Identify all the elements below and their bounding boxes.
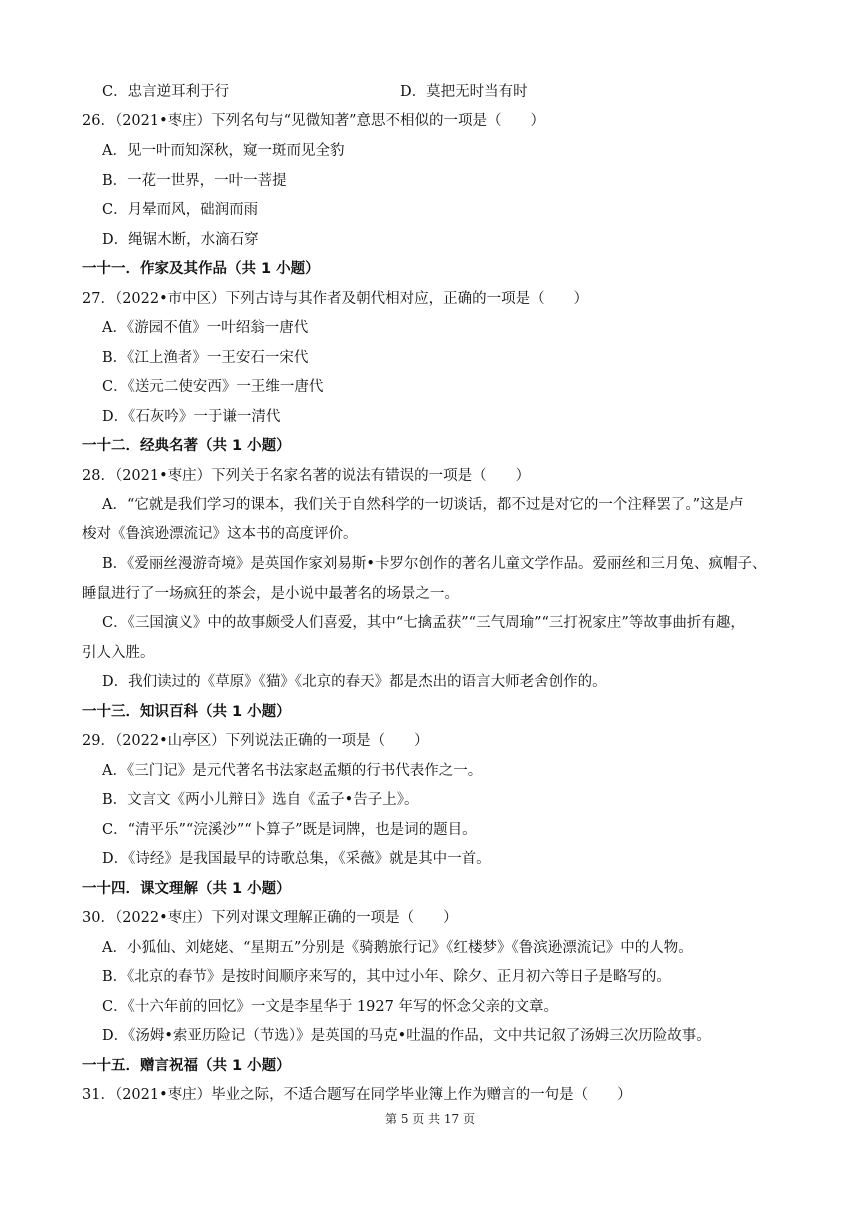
q27-option-c: C．《送元二使安西》一王维一唐代 <box>102 379 324 395</box>
q27-option-d: D．《石灰吟》一于谦一清代 <box>102 409 281 425</box>
q26-option-d: D．绳锯木断，水滴石穿 <box>102 232 259 248</box>
q26-option-b: B．一花一世界，一叶一菩提 <box>102 173 287 189</box>
section-heading-12: 一十二．经典名著（共 1 小题） <box>82 438 291 454</box>
question-31: 31．（2021•枣庄）毕业之际，不适合题写在同学毕业簿上作为赠言的一句是（ ） <box>82 1087 632 1103</box>
q30-option-b: B．《北京的春节》是按时间顺序来写的，其中过小年、除夕、正月初六等日子是略写的。 <box>102 969 671 985</box>
q27-option-b: B．《江上渔者》一王安石一宋代 <box>102 350 309 366</box>
q25-option-c: C．忠言逆耳利于行 <box>102 84 230 100</box>
question-26: 26．（2021•枣庄）下列名句与“见微知著”意思不相似的一项是（ ） <box>82 113 545 129</box>
section-heading-14: 一十四．课文理解（共 1 小题） <box>82 881 291 897</box>
section-heading-15: 一十五．赠言祝福（共 1 小题） <box>82 1058 291 1074</box>
q28-option-a-line1: A．“它就是我们学习的课本，我们关于自然科学的一切谈话，都不过是对它的一个注释罢了。”这是卢 <box>102 497 744 513</box>
question-30: 30．（2022•枣庄）下列对课文理解正确的一项是（ ） <box>82 910 458 926</box>
q28-option-a-line2: 梭对《鲁滨逊漂流记》这本书的高度评价。 <box>82 526 358 542</box>
question-28: 28．（2021•枣庄）下列关于名家名著的说法有错误的一项是（ ） <box>82 468 531 484</box>
q30-option-c: C．《十六年前的回忆》一文是李星华于 1927 年写的怀念父亲的文章。 <box>102 999 558 1015</box>
q26-option-a: A．见一叶而知深秋，窥一斑而见全豹 <box>102 143 345 159</box>
q28-option-c-line1: C．《三国演义》中的故事颇受人们喜爱，其中“七擒孟获”“三气周瑜”“三打祝家庄”等故事曲折有趣， <box>102 615 745 631</box>
q25-option-d: D．莫把无时当有时 <box>400 84 528 100</box>
q28-option-b-line2: 睡鼠进行了一场疯狂的茶会，是小说中最著名的场景之一。 <box>82 586 459 602</box>
q26-option-c: C．月晕而风，础润而雨 <box>102 202 259 218</box>
q29-option-c: C．“清平乐”“浣溪沙”“卜算子”既是词牌，也是词的题目。 <box>102 822 477 838</box>
q29-option-b: B．文言文《两小儿辩日》选自《孟子•告子上》。 <box>102 792 419 808</box>
q28-option-d: D．我们读过的《草原》《猫》《北京的春天》都是杰出的语言大师老舍创作的。 <box>102 674 607 690</box>
section-heading-11: 一十一．作家及其作品（共 1 小题） <box>82 261 320 277</box>
q28-option-b-line1: B．《爱丽丝漫游奇境》是英国作家刘易斯•卡罗尔创作的著名儿童文学作品。爱丽丝和三月兔、疯帽子、 <box>102 556 767 572</box>
question-27: 27．（2022•市中区）下列古诗与其作者及朝代相对应，正确的一项是（ ） <box>82 291 589 307</box>
page-footer: 第 5 页 共 17 页 <box>385 1112 475 1126</box>
question-29: 29．（2022•山亭区）下列说法正确的一项是（ ） <box>82 733 429 749</box>
q30-option-d: D．《汤姆•索亚历险记（节选）》是英国的马克•吐温的作品，文中共记叙了汤姆三次历险故事。 <box>102 1028 711 1044</box>
q30-option-a: A．小狐仙、刘姥姥、“星期五”分别是《骑鹅旅行记》《红楼梦》《鲁滨逊漂流记》中的人物。 <box>102 940 693 956</box>
q29-option-a: A．《三门记》是元代著名书法家赵孟頫的行书代表作之一。 <box>102 763 483 779</box>
q27-option-a: A．《游园不值》一叶绍翁一唐代 <box>102 320 309 336</box>
q29-option-d: D．《诗经》是我国最早的诗歌总集，《采薇》就是其中一首。 <box>102 851 491 867</box>
q28-option-c-line2: 引人入胜。 <box>82 645 155 661</box>
section-heading-13: 一十三．知识百科（共 1 小题） <box>82 704 291 720</box>
